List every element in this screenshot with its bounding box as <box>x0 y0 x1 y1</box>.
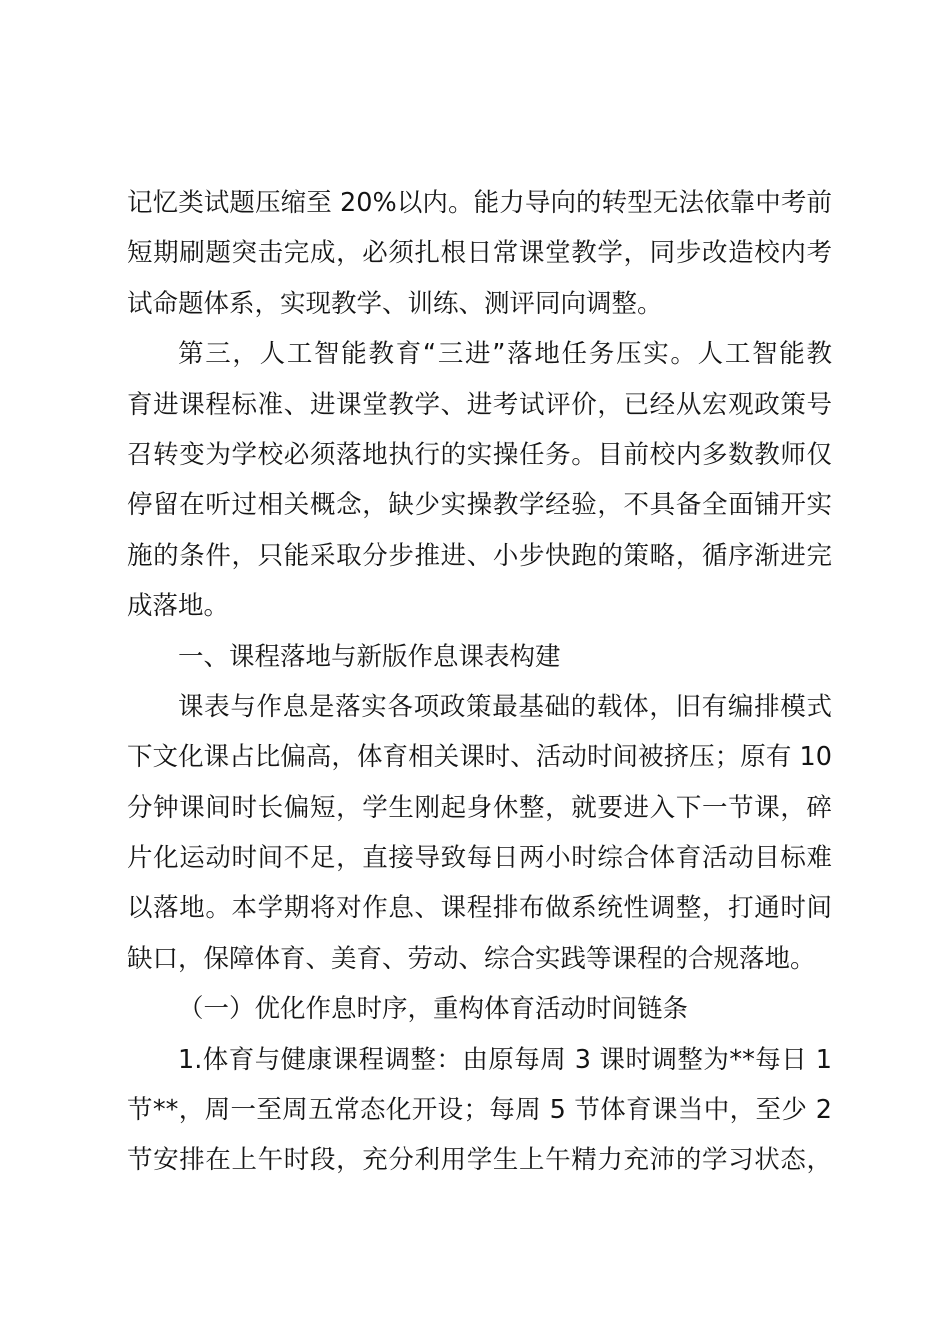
subsection-heading: （一）优化作息时序，重构体育活动时间链条 <box>178 994 689 1025</box>
body-line: 分钟课间时长偏短，学生刚起身休整，就要进入下一节课，碎 <box>127 792 832 823</box>
body-line: 片化运动时间不足，直接导致每日两小时综合体育活动目标难 <box>127 843 832 874</box>
paragraph-first-line: 1.体育与健康课程调整：由原每周 3 课时调整为**每日 1 <box>178 1044 832 1075</box>
document-body <box>127 178 832 1186</box>
paragraph-first-line: 课表与作息是落实各项政策最基础的载体，旧有编排模式 <box>178 691 832 722</box>
paragraph-first-line: 第三，人工智能教育“三进”落地任务压实。人工智能教 <box>178 339 832 370</box>
body-line: 记忆类试题压缩至 20%以内。能力导向的转型无法依靠中考前 <box>127 188 832 218</box>
body-line: 试命题体系，实现教学、训练、测评同向调整。 <box>127 288 663 319</box>
section-heading: 一、课程落地与新版作息课表构建 <box>178 641 561 672</box>
body-line: 成落地。 <box>127 591 230 622</box>
body-line: 节安排在上午时段，充分利用学生上午精力充沛的学习状态， <box>127 1145 832 1176</box>
body-line: 停留在听过相关概念，缺少实操教学经验，不具备全面铺开实 <box>127 490 832 521</box>
body-line: 召转变为学校必须落地执行的实操任务。目前校内多数教师仅 <box>127 439 832 470</box>
body-line: 以落地。本学期将对作息、课程排布做系统性调整，打通时间 <box>127 893 832 924</box>
body-line: 施的条件，只能采取分步推进、小步快跑的策略，循序渐进完 <box>127 540 832 571</box>
body-line: 下文化课占比偏高，体育相关课时、活动时间被挤压；原有 10 <box>127 742 832 773</box>
body-line: 短期刷题突击完成，必须扎根日常课堂教学，同步改造校内考 <box>127 238 832 269</box>
body-line: 育进课程标准、进课堂教学、进考试评价，已经从宏观政策号 <box>127 389 832 420</box>
body-line: 节**，周一至周五常态化开设；每周 5 节体育课当中，至少 2 <box>127 1095 832 1126</box>
body-line: 缺口，保障体育、美育、劳动、综合实践等课程的合规落地。 <box>127 943 816 974</box>
